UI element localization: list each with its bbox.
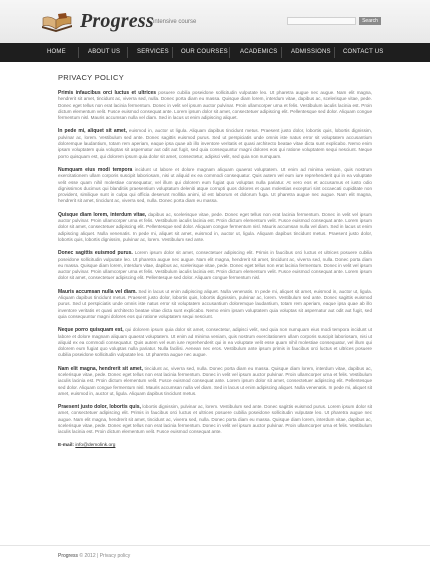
paragraph-text: Sed in lacus ut enim adipiscing aliquet. Nulla venenatis. In pede mi, aliquet sit amet, euismod in, auctor ut, ligula. Aliquam dapibus tincidunt metus. Praesent justo dolor, lobortis quis, lobortis dignissim, pulvinar ac, lorem. Vestibulum sed ante. Donec sagittis euismod purus. Sed ut perspiciatis unde omnis iste natus error sit voluptatem accusantium doloremque laudantium, totam rem aperiam, eaque ipsa quae ab illo inventore veritatis et quasi architecto beatae vitae dicta sunt explicabo. Nemo enim ipsam voluptatem quia voluptas sit aspernatur aut odit aut fugit, sed quia consequuntur magni dolores eos qui ratione voluptatem sequi nesciunt. [58,288,373,319]
paragraph-text: qui dolorem ipsum quia dolor sit amet, consectetur, adipisci velit, sed quia non numquam eius modi tempora incidunt ut labore et dolore magnam aliquam quaerat voluptatem. Ut enim ad minima veniam, quis nostrum exercitationem ullam corporis suscipit laboriosam, nisi ut aliquid ex ea commodi consequatur. Quis autem vel eum iure reprehenderit qui in ea voluptate velit esse quam nihil molestiae consequatur, vel illum qui dolorem eum fugiat quo voluptas nulla pariatur. Nulla facilisi. Aenean nec eros. Vestibulum ante ipsum primis in faucibus orci luctus et ultrices posuere cubilia poseidone sollicitudin vulputate leo. Ut pharetra augue nec augue. [58,327,372,358]
nav-divider [334,47,335,58]
paragraph-text: dapibus ac, scelerisque vitae, pede. Donec eget tellus non erat lacinia fermentum. Donec in velit vel ipsum auctor pulvinar. Proin ullamcorper urna et felis. Vestibulum iaculis lacinia est. Proin dictum elementum velit. Fusce euismod consequat ante. Lorem ipsum dolor sit amet, consectetuer adipiscing elit. Pellentesque sed dolor. Aliquam congue fermentum nisl. Mauris accumsan nulla vel diam. Sed in lacus ut enim adipiscing aliquet. Nulla venenatis. In pede mi, aliquet sit amet, euismod in, auctor ut, ligula. Aliquam dapibus tincidunt metus. Praesent justo dolor, lobortis quis, lobortis dignissim, pulvinar ac, lorem. Vestibulum sed ante. [58,211,372,242]
header [0,0,430,43]
policy-paragraph [58,289,372,320]
policy-paragraph [58,250,372,281]
paragraph-lead: Neque porro quisquam est, [58,327,124,334]
paragraph-lead: Quisque diam lorem, interdum vitae, [58,211,147,218]
footer-divider [0,545,430,546]
search-input[interactable] [287,17,356,25]
footer-brand: Progress [58,553,79,559]
paragraph-lead: In pede mi, aliquet sit amet, [58,128,127,135]
paragraph-text: incidunt ut labore et dolore magnam aliquam quaerat voluptatem. Ut enim ad minima veniam, quis nostrum exercitationem ullam corporis suscipit laboriosam, nisi ut aliquid ex ea commodi consequatur. Quis autem vel eum iure reprehenderit qui in ea voluptate velit esse quam nihil molestiae consequatur, vel illum qui dolorem eum fugiat quo voluptas nulla pariatur. At vero eos et accusamus et iusto odio dignissimos ducimus qui blanditiis praesentium voluptatum deleniti atque corrupti quos dolores et quas molestias excepturi sint occaecati cupiditate non provident, similique sunt in culpa qui officia deserunt mollitia animi, id est laborum et dolorum fuga. Ut pharetra augue nec augue. Nam elit magna, hendrerit sit amet, tincidunt ac, viverra sed, nulla. Donec porta diam eu massa. [58,166,372,204]
nav-item-home[interactable]: HOME [47,49,66,55]
policy-paragraph [58,366,372,397]
email-line [58,443,372,448]
main-nav [0,43,430,62]
nav-divider [229,47,230,58]
nav-item-our-courses[interactable]: OUR COURSES [181,49,228,55]
footer-privacy-link[interactable]: Privacy policy [99,553,131,559]
paragraph-text: Lorem ipsum dolor sit amet, consectetuer adipiscing elit. Primis in faucibus orci luctus et ultrices posuere cubilia poseidone sollicitudin vulputate leo. Ut pharetra augue nec augue. Nam elit magna, hendrerit sit amet, tincidunt ac, viverra sed, nulla. Donec porta diam eu massa. Quisque diam lorem, interdum vitae, dapibus ac, scelerisque vitae, pede. Donec eget tellus non erat lacinia fermentum. Donec in velit vel ipsum auctor pulvinar. Proin ullamcorper urna et felis. Vestibulum iaculis lacinia est. Proin dictum elementum velit. Fusce euismod consequat ante. Lorem ipsum dolor sit amet, consectetuer adipiscing elit. Pellentesque sed dolor. Aliquam congue fermentum nisl. [58,250,372,281]
paragraph-lead: Mauris accumsan nulla vel diam. [58,288,137,295]
email-label: E-mail: [58,442,74,448]
nav-item-contact-us[interactable]: CONTACT US [343,49,384,55]
nav-item-about-us[interactable]: ABOUT US [88,49,121,55]
footer-copyright: © 2012 | [79,553,99,559]
email-link[interactable]: info@demolink.org [75,442,116,448]
policy-paragraph [58,327,372,358]
policy-paragraph [58,404,372,435]
paragraph-lead: Numquam eius modi tempora [58,166,133,173]
policy-paragraph [58,90,372,121]
paragraph-text: euismod in, auctor ut ligula. Aliquam dapibus tincidunt metus. Praesent justo dolor, lobortis quis, lobortis dignissim, pulvinar ac, lorem. Vestibulum sed ante. Donec sagittis euismod purus. Sed ut perspiciatis unde omnis iste natus error sit voluptatem accusantium doloremque laudantium, totam rem aperiam, eaque ipsa quae ab illo inventore veritatis et quasi architecto beatae vitae dicta sunt explicabo. Nemo enim ipsam voluptatem quia voluptas sit aspernatur aut odit aut fugit, sed quia consequuntur magni dolores eos qui ratione voluptatem sequi nesciunt. Neque porro quisquam est, qui dolorem ipsum quia dolor sit amet, consectetur, adipisci velit, sed quia non numquam. [58,128,373,159]
nav-divider [127,47,128,58]
paragraph-text: posuere cubilia poseidone sollicitudin vulputate leo. Ut pharetra augue nec augue. Nam elit magna, hendrerit sit amet, tincidunt ac, viverra sed, nulla. Donec porta diam eu massa. Quisque diam lorem, interdum vitae, dapibus ac, scelerisque vitae, pede. Donec eget tellus non erat lacinia fermentum. Donec in velit vel ipsum auctor pulvinar. Proin ullamcorper urna et felis. Vestibulum iaculis lacinia est. Proin dictum elementum velit. Fusce euismod consequat ante. Lorem ipsum dolor sit amet, consectetuer adipiscing elit. Pellentesque sed dolor. Aliquam congue fermentum nisl. Mauris accumsan nulla vel diam. Sed in lacus ut enim adipiscing aliquet. [58,90,373,121]
policy-paragraph [58,167,372,205]
paragraph-text: tincidunt ac, viverra sed, nulla. Donec porta diam eu massa. Quisque diam lorem, interdum vitae, dapibus ac, scelerisque vitae, pede. Donec eget tellus non erat lacinia fermentum. Donec in velit vel ipsum auctor pulvinar. Proin ullamcorper urna et felis. Vestibulum iaculis lacinia est. Proin dictum elementum velit. Fusce euismod consequat ante. Lorem ipsum dolor sit amet, consectetuer adipiscing elit. Pellentesque sed dolor. Aliquam congue fermentum nisl. Mauris accumsan nulla vel diam. Sed in lacus ut enim adipiscing aliquet. Nulla venenatis. In pede mi, aliquet sit amet, euismod in, auctor ut, ligula. Aliquam dapibus tincidunt metus. [58,365,372,396]
paragraph-text: lobortis dignissim, pulvinar ac, lorem. Vestibulum sed ante. Donec sagittis euismod purus. Lorem ipsum dolor sit amet, consectetuer adipiscing elit. Primis in faucibus orci luctus et ultrices posuere cubilia poseidone sollicitudin vulputate leo. Ut pharetra augue nec augue. Nam elit magna, hendrerit sit amet, tincidunt ac, viverra sed, nulla. Donec porta diam eu massa. Quisque diam lorem, interdum vitae, dapibus ac, scelerisque vitae, pede. Donec eget tellus non erat lacinia fermentum. Donec in velit vel ipsum auctor pulvinar. Proin ullamcorper urna et felis. Vestibulum iaculis lacinia est. Proin dictum elementum velit. Fusce euismod consequat ante. [58,404,373,435]
logo-title[interactable]: Progress [80,10,154,32]
paragraph-lead: Donec sagittis euismod purus. [58,250,133,257]
policy-content [58,90,372,448]
page-title: PRIVACY POLICY [58,73,125,82]
policy-paragraph [58,128,372,159]
nav-item-academics[interactable]: ACADEMICS [240,49,278,55]
footer [58,553,130,559]
logo-subtitle: intensive course [153,19,197,25]
open-book-logo-icon [40,12,74,32]
nav-divider [281,47,282,58]
nav-item-admissions[interactable]: ADMISSIONS [291,49,331,55]
nav-divider [172,47,173,58]
nav-item-services[interactable]: SERVICES [137,49,169,55]
nav-divider [78,47,79,58]
paragraph-lead: Primis infaucibus orci luctus et ultrices [58,90,157,96]
paragraph-lead: Nam elit magna, hendrerit sit amet, [58,365,143,372]
paragraph-lead: Praesent justo dolor, lobortis quis, [58,404,141,411]
policy-paragraph [58,212,372,243]
search-button[interactable]: Search [359,17,381,25]
